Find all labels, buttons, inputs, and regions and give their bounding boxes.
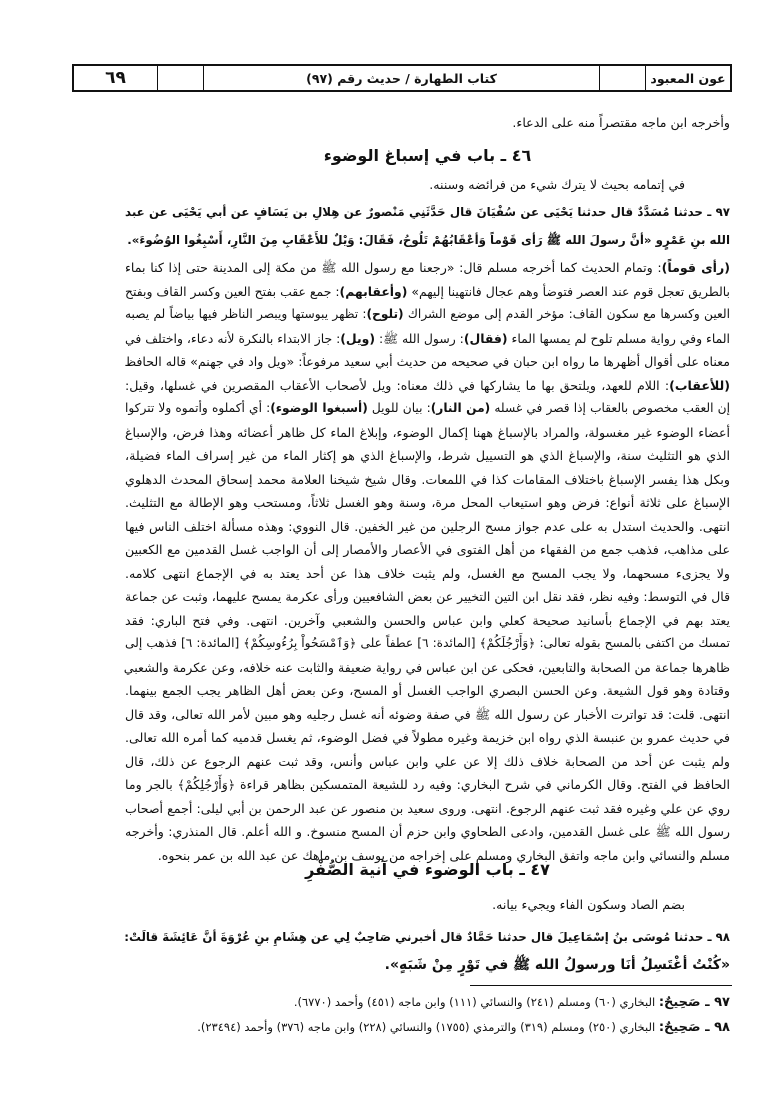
commentary-text: : جمع عقب بفتح العين وكسر القاف وبفتح bbox=[125, 283, 340, 299]
commentary-line bbox=[125, 656, 730, 680]
commentary-text: : رسول الله ﷺ: bbox=[375, 330, 464, 346]
commentary-line bbox=[125, 303, 730, 327]
commentary-text: الإسباغ على ثلاثة أنواع: فرض وهو استيعاب المحل مرة، وسنة وهو الغسل ثلاثاً، ومستحب وهو الإطالة مع التثليث. bbox=[125, 495, 730, 510]
commentary bbox=[125, 256, 730, 867]
commentary-text: وقتادة وهو قول الشيعة. وعن الحسن البصري الواجب الغسل أو المسح، وعن بعض أهل الظاهر يجب الجمع بينهما. bbox=[125, 683, 730, 698]
commentary-line bbox=[125, 444, 730, 468]
intro-line: وأخرجه ابن ماجه مقتصراً منه على الدعاء. bbox=[512, 115, 730, 130]
commentary-text: : تظهر يبوستها ويبصر الناظر فيها بياضاً لم يصبه bbox=[125, 307, 367, 321]
commentary-line bbox=[125, 703, 730, 727]
commentary-term: (من النار) bbox=[430, 401, 491, 415]
commentary-text: قال في التوسط: وفيه نظر، فقد نقل ابن التين التخيير عن بعض الشافعيين ورأى عكرمة يمسح عليهما، وثبت عن جماعة bbox=[125, 589, 730, 604]
commentary-line bbox=[125, 609, 730, 633]
footnote-separator bbox=[470, 985, 732, 986]
commentary-text: وبكل هذا يفسر الإسباغ باختلاف المقامات كذا في اللمعات. وقال شيخ شيخنا العلامة محمد إسحاق المحدث الدهلوي bbox=[125, 471, 730, 487]
commentary-text: انتهى. قلت: قد تواترت الأخبار عن رسول الله ﷺ في صفة وضوئه أنه غسل رجليه وهو مبين لأمر الله تعالى، وقد قال bbox=[125, 706, 730, 722]
commentary-line bbox=[125, 820, 730, 844]
footnote-text: البخاري (٢٥٠) ومسلم (٣١٩) والترمذي (١٧٥٥) والنسائي (٢٢٨) وابن ماجه (٣٧٦) وأحمد (٢٣٤٩٤). bbox=[197, 1020, 659, 1034]
commentary-line bbox=[125, 797, 730, 821]
commentary-line bbox=[125, 491, 730, 515]
commentary-text: إن العقب مخصوص بالعقاب إذا قصر في غسله bbox=[490, 401, 731, 415]
commentary-text: أعضاء الوضوء غير مغسولة، والمراد بالإسباغ ههنا إكمال الوضوء، وإبلاغ الماء كل ظاهر أعضائه وهذا فرض، والإسباغ bbox=[125, 424, 730, 440]
chapter-47-note: بضم الصاد وسكون الفاء ويجيء بيانه. bbox=[492, 897, 685, 912]
commentary-text: ولم يثبت عن أحد من الصحابة خلاف ذلك إلا عن علي وابن عباس وأنس، وقد ثبت عنهم الرجوع عن ذلك، قال bbox=[125, 753, 730, 769]
commentary-line bbox=[125, 726, 730, 750]
commentary-line bbox=[125, 773, 730, 797]
commentary-line bbox=[125, 632, 730, 656]
commentary-text: : وتمام الحديث كما أخرجه مسلم قال: «رجعنا مع رسول الله ﷺ من مكة إلى المدينة حتى إذا كنا بماء bbox=[125, 260, 662, 275]
hadith-line: ٩٧ ـ حدثنا مُسَدَّدٌ قال حدثنا يَحْيَى عن سُفْيَانَ قال حَدَّثَنِي مَنْصورٌ عن هِلالِ بن يَسَافٍ عن أبي يَحْيَى عن عبد bbox=[125, 205, 730, 219]
commentary-line bbox=[125, 280, 730, 304]
commentary-line bbox=[125, 585, 730, 609]
page-number: ٦٩ bbox=[74, 66, 158, 90]
footnote-tag: ٩٧ ـ صَحِيحٌ: bbox=[658, 995, 730, 1010]
commentary-term: (تلوح) bbox=[366, 307, 404, 321]
chapter-46-note: في إتمامه بحيث لا يترك شيء من فرائضه وسننه. bbox=[429, 177, 685, 192]
commentary-text: الماء وفي رواية مسلم تلوح لم يمسها الماء bbox=[507, 330, 730, 346]
commentary-line bbox=[125, 421, 730, 445]
commentary-line bbox=[125, 538, 730, 562]
running-header bbox=[72, 64, 732, 92]
header-title: كتاب الطهارة / حديث رقم (٩٧) bbox=[204, 66, 600, 90]
footnotes bbox=[125, 990, 730, 1040]
commentary-term: (فقال) bbox=[463, 330, 508, 346]
commentary-line bbox=[125, 397, 730, 421]
footnote-97 bbox=[125, 990, 730, 1015]
hadith-line: «كُنْتُ أغْتَسِلُ أنَا ورسولُ الله ﷺ في تَوْرٍ مِنْ شَبَهٍ». bbox=[384, 957, 730, 973]
footnote-tag: ٩٨ ـ صَحِيحٌ: bbox=[658, 1020, 730, 1035]
commentary-text: انتهى. والحديث استدل به على عدم جواز مسح الرجلين من غير الخفين. قال النووي: وهذه مسألة اختلف الناس فيها bbox=[125, 518, 730, 534]
commentary-line bbox=[125, 468, 730, 492]
commentary-text: بالطريق تعجل قوم عند العصر فتوضأ وهم عجال فانتهينا إليهم» bbox=[407, 283, 730, 299]
commentary-line bbox=[125, 327, 730, 351]
commentary-text: يعتد بهم في الإجماع بأسانيد صحيحة كعلي وابن عباس والحسن والشعبي وآخرين. انتهى. وفي فتح الباري: فقد bbox=[125, 612, 730, 628]
hadith-97 bbox=[125, 198, 730, 254]
commentary-term: (للأعقاب) bbox=[669, 377, 730, 393]
commentary-text: : جاز الابتداء بالنكرة لأنه دعاء، واختلف في bbox=[125, 330, 341, 346]
commentary-term: (أسبغوا الوضوء) bbox=[270, 401, 368, 415]
hadith-line: ٩٨ ـ حدثنا مُوسَى بنُ إسْمَاعِيلَ قال حدثنا حَمَّادٌ قال أخبرني صَاحِبٌ لِي عن هِشَامِ بنِ عُرْوَةَ أنَّ عَائِشَةَ قالَتْ: bbox=[124, 930, 730, 944]
footnote-98 bbox=[125, 1015, 730, 1040]
commentary-term: (وأعقابهم) bbox=[339, 283, 408, 299]
book-name: عون المعبود bbox=[650, 70, 726, 86]
header-empty-cell bbox=[600, 66, 646, 90]
commentary-text: معناه على أقوال أظهرها ما رواه ابن حبان في صحيحه من حديث أبي سعيد مرفوعاً: «ويل واد في جهنم» قاله الحافظ bbox=[124, 354, 730, 369]
commentary-text: تمسك من اكتفى بالمسح بقوله تعالى: ﴿وَأَرْجُلَكُمْ﴾ [المائدة: ٦] عطفاً على ﴿وَٱمْسَحُواْ بِرُءُوسِكُمْ﴾ [المائدة: ٦] فذهب إلى bbox=[125, 636, 730, 650]
commentary-line bbox=[125, 350, 730, 374]
commentary-line bbox=[125, 562, 730, 586]
commentary-text: روي عن علي وغيره فقد ثبت عنهم الرجوع. انتهى. وروى سعيد بن منصور عن عبد الرحمن بن أبي ليلى: أجمع أصحاب bbox=[125, 800, 730, 816]
commentary-text: العين وكسرها مع سكون القاف: مؤخر القدم إلى موضع الشراك bbox=[403, 307, 730, 321]
commentary-text: رسول الله ﷺ على غسل القدمين، وادعى الطحاوي وابن حزم أن المسح منسوخ. و الله أعلم. قال المنذري: وأخرجه bbox=[125, 824, 730, 839]
commentary-text: على مذاهب، فذهب جمع من الفقهاء من أهل الفتوى في الأعصار والأمصار إلى أن الواجب غسل القدمين مع الكعبين bbox=[125, 542, 730, 557]
commentary-text: ظاهرها جماعة من الصحابة والتابعين، فحكى عن ابن عباس في رواية ضعيفة والثابت عنه خلافه، وعن عكرمة والشعبي bbox=[123, 659, 730, 675]
hadith-98 bbox=[125, 923, 730, 979]
footnote-text: البخاري (٦٠) ومسلم (٢٤١) والنسائي (١١١) وابن ماجه (٤٥١) وأحمد (٦٧٧٠). bbox=[293, 995, 659, 1009]
commentary-text: الحافظ في الفتح. وقال الكرماني في شرح البخاري: وفيه رد للشيعة المتمسكين بظاهر قراءة ﴿وَأَرْجُلِكُمْ﴾ بالجر وما bbox=[125, 777, 730, 792]
commentary-text: في حديث عمرو بن عنبسة الذي رواه ابن خزيمة وغيره مطولاً في فضل الوضوء، ثم يغسل قدميه كما أمره الله تعالى. bbox=[125, 730, 730, 745]
commentary-term: (رأى قوماً) bbox=[661, 260, 730, 275]
hadith-line: الله بنِ عَمْرٍو «أنَّ رسولَ الله ﷺ رَأى قَوْماً وَأعْقَابُهُمْ تَلُوحُ، فَقَالَ: وَيْلٌ للأَعْقَابِ مِنَ النَّارِ، أَسْبِغُوا الوُضُوءَ». bbox=[127, 233, 730, 247]
commentary-text: الذي هو التثليث سنة، والإسباغ الذي هو التسييل شرط، والإسباغ الذي هو إكثار الماء من غير إسراف الماء فضيلة، bbox=[125, 448, 730, 463]
commentary-line bbox=[125, 374, 730, 398]
chapter-46-heading: ٤٦ ـ باب في إسباغ الوضوء bbox=[323, 146, 532, 165]
commentary-text: ولا يجزىء مسحهما، ولا يجب المسح مع الغسل، ولم يثبت خلاف هذا عن أحد يعتد به في الإجماع انتهى كلامه. bbox=[125, 565, 730, 581]
commentary-line bbox=[125, 750, 730, 774]
commentary-text: : بيان للويل bbox=[367, 401, 431, 415]
commentary-line bbox=[125, 256, 730, 280]
commentary-text: : أي أكملوه وأتموه ولا تتركوا bbox=[125, 401, 271, 415]
commentary-text: : اللام للعهد، ويلتحق بها ما يشاركها في ذلك معناه: ويل لأصحاب الأعقاب المقصرين في غسلها، وقيل: bbox=[125, 377, 670, 393]
commentary-line bbox=[125, 515, 730, 539]
chapter-47-heading: ٤٧ ـ باب الوضوء في آنية الصُّفْرِ bbox=[305, 860, 550, 879]
commentary-text: مسلم والنسائي وابن ماجه واتفق البخاري ومسلم على إخراجه من يوسف بن ماهك عن عبد الله بن عمر بنحوه. bbox=[157, 847, 730, 863]
header-empty-cell bbox=[158, 66, 204, 90]
commentary-term: (ويل) bbox=[340, 330, 375, 346]
commentary-line bbox=[125, 679, 730, 703]
